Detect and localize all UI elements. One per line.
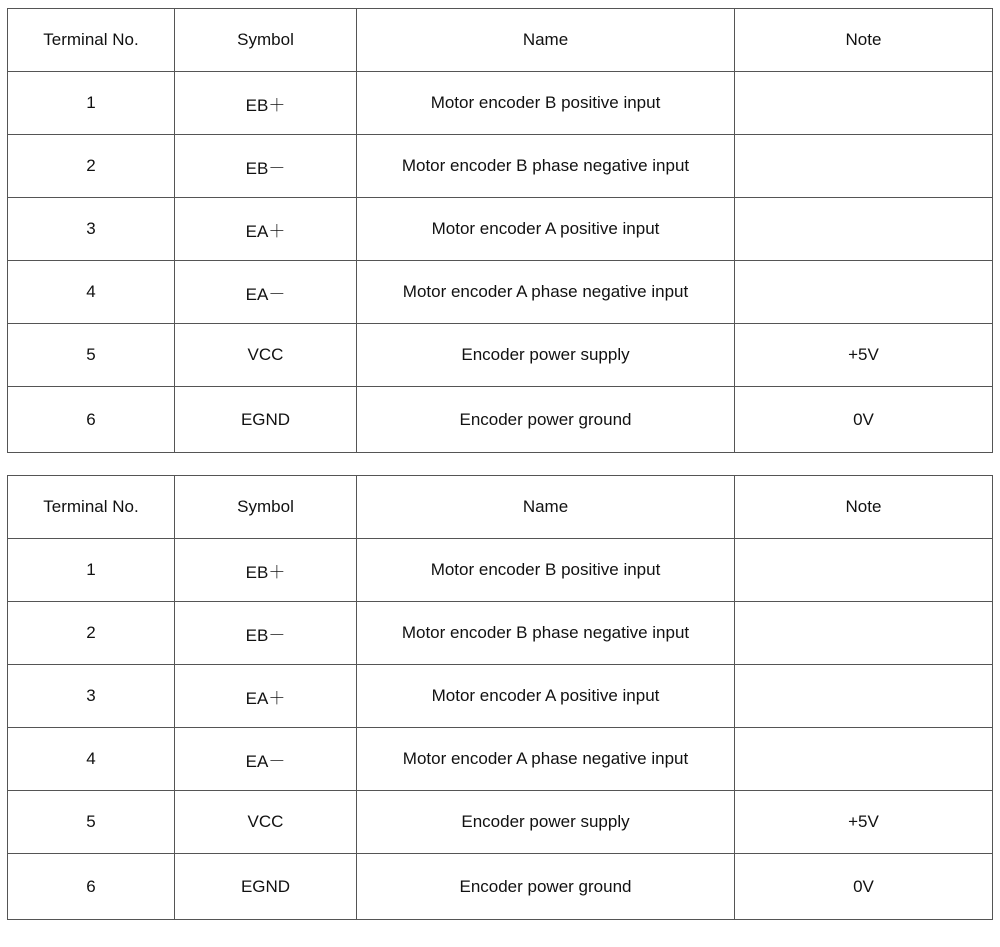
cell-name: Encoder power supply	[357, 791, 735, 854]
header-note: Note	[735, 9, 993, 72]
cell-symbol: EA－	[175, 728, 357, 791]
cell-symbol: EB＋	[175, 539, 357, 602]
cell-terminal: 2	[8, 135, 175, 198]
cell-name: Motor encoder A phase negative input	[357, 728, 735, 791]
cell-terminal: 3	[8, 198, 175, 261]
table-row	[8, 261, 993, 324]
cell-symbol: EB－	[175, 602, 357, 665]
cell-terminal: 1	[8, 539, 175, 602]
cell-note	[735, 135, 993, 198]
header-name: Name	[357, 9, 735, 72]
table-row	[8, 539, 993, 602]
cell-note: +5V	[735, 324, 993, 387]
cell-name: Motor encoder A positive input	[357, 665, 735, 728]
cell-note	[735, 539, 993, 602]
cell-symbol: EB＋	[175, 72, 357, 135]
cell-note	[735, 665, 993, 728]
header-symbol: Symbol	[175, 476, 357, 539]
header-name: Name	[357, 476, 735, 539]
cell-name: Encoder power ground	[357, 854, 735, 920]
table-header-row	[8, 476, 993, 539]
table-row	[8, 602, 993, 665]
cell-note: 0V	[735, 387, 993, 453]
terminal-table	[7, 475, 993, 920]
cell-symbol: EGND	[175, 854, 357, 920]
cell-note	[735, 728, 993, 791]
cell-symbol: VCC	[175, 791, 357, 854]
cell-terminal: 1	[8, 72, 175, 135]
cell-terminal: 6	[8, 387, 175, 453]
cell-note: 0V	[735, 854, 993, 920]
cell-note	[735, 72, 993, 135]
cell-note	[735, 602, 993, 665]
cell-name: Motor encoder A positive input	[357, 198, 735, 261]
table-row	[8, 854, 993, 920]
table-row	[8, 324, 993, 387]
table-row	[8, 198, 993, 261]
cell-terminal: 5	[8, 791, 175, 854]
cell-symbol: EA＋	[175, 665, 357, 728]
table-row	[8, 135, 993, 198]
table-row	[8, 72, 993, 135]
terminal-table	[7, 8, 993, 453]
cell-symbol: EGND	[175, 387, 357, 453]
cell-name: Motor encoder A phase negative input	[357, 261, 735, 324]
cell-symbol: EA－	[175, 261, 357, 324]
header-symbol: Symbol	[175, 9, 357, 72]
cell-terminal: 5	[8, 324, 175, 387]
table-row	[8, 728, 993, 791]
table-row	[8, 791, 993, 854]
header-terminal-no: Terminal No.	[8, 476, 175, 539]
table-row	[8, 665, 993, 728]
cell-symbol: VCC	[175, 324, 357, 387]
cell-terminal: 2	[8, 602, 175, 665]
cell-symbol: EB－	[175, 135, 357, 198]
cell-terminal: 3	[8, 665, 175, 728]
cell-symbol: EA＋	[175, 198, 357, 261]
cell-name: Encoder power supply	[357, 324, 735, 387]
cell-name: Motor encoder B phase negative input	[357, 602, 735, 665]
cell-name: Motor encoder B phase negative input	[357, 135, 735, 198]
table-header-row	[8, 9, 993, 72]
cell-name: Motor encoder B positive input	[357, 539, 735, 602]
cell-note	[735, 198, 993, 261]
cell-terminal: 6	[8, 854, 175, 920]
cell-name: Encoder power ground	[357, 387, 735, 453]
header-terminal-no: Terminal No.	[8, 9, 175, 72]
header-note: Note	[735, 476, 993, 539]
cell-note: +5V	[735, 791, 993, 854]
cell-name: Motor encoder B positive input	[357, 72, 735, 135]
cell-terminal: 4	[8, 728, 175, 791]
table-row	[8, 387, 993, 453]
cell-note	[735, 261, 993, 324]
cell-terminal: 4	[8, 261, 175, 324]
